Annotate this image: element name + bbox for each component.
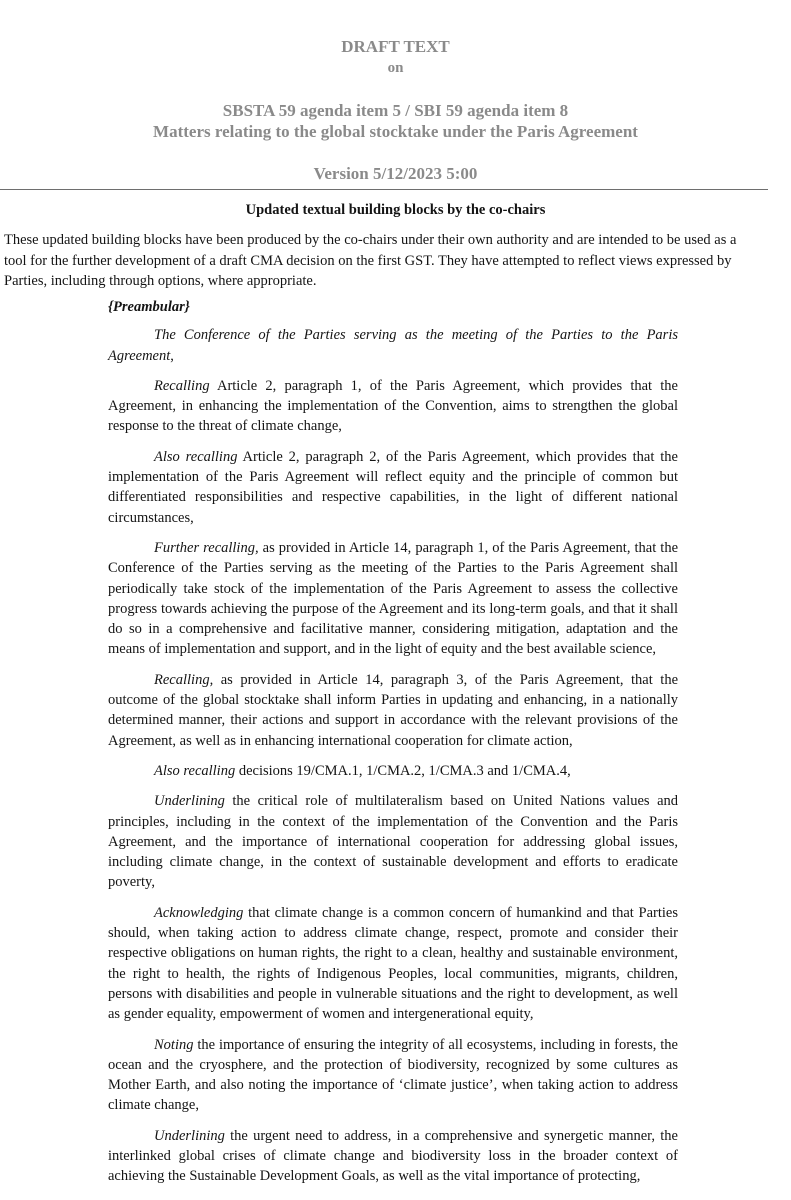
preambular-paragraph [108, 447, 678, 528]
paragraph-lead: Acknowledging [154, 904, 244, 921]
paragraph-list [108, 325, 678, 1186]
paragraph-lead: Noting [154, 1036, 194, 1053]
paragraph-text: as provided in Article 14, paragraph 1, of the Paris Agreement, that the Conference of the Parties serving as the meeting of the Parties to the Paris Agreement shall periodically take stock of the implementation of the Paris Agreement to assess the collective progress towards achieving the purpose of the Agreement and its long-term goals, and that it shall do so in a comprehensive and facilitative manner, considering mitigation, adaptation and the means of implementation and support, and in the light of equity and the best available science, [108, 539, 679, 658]
matters-heading: Matters relating to the global stocktake under the Paris Agreement [153, 122, 638, 141]
preambular-paragraph [108, 791, 678, 892]
paragraph-lead: The Conference of the Parties serving as the meeting of the Parties to the Paris Agreement [108, 327, 678, 364]
paragraph-lead: Underlining [154, 793, 225, 810]
paragraph-text: Article 2, paragraph 2, of the Paris Agreement, which provides that the implementation of the Paris Agreement will reflect equity and the principle of common but differentiated responsibilities and respective capabilities, in the light of different national circumstances, [108, 448, 678, 526]
preambular-paragraph [108, 670, 678, 751]
paragraph-text: , [170, 347, 174, 364]
preambular-paragraph [108, 1126, 678, 1187]
preambular-paragraph [108, 1035, 678, 1116]
paragraph-text: the importance of ensuring the integrity of all ecosystems, including in forests, the ocean and the cryosphere, and the protection of biodiversity, recognized by some cultures as Mother Earth, and also noting the importance of ‘climate justice’, when taking action to address climate change, [108, 1036, 678, 1114]
paragraph-lead: Recalling [154, 377, 210, 394]
preambular-paragraph [108, 903, 678, 1025]
paragraph-lead: Further recalling, [154, 539, 259, 556]
intro-paragraph: These updated building blocks have been produced by the co-chairs under their own authority and are intended to be used as a tool for the further development of a draft CMA decision on the first GST. They have attempted to reflect views expressed by Parties, including through options, where appropriate. [4, 232, 737, 289]
on-label: on [387, 60, 404, 76]
subtitle: Updated textual building blocks by the co-chairs [245, 202, 546, 218]
paragraph-text: decisions 19/CMA.1, 1/CMA.2, 1/CMA.3 and 1/CMA.4, [235, 762, 571, 779]
preambular-section [108, 297, 678, 1197]
paragraph-lead: Also recalling [154, 448, 238, 465]
paragraph-text: the urgent need to address, in a comprehensive and synergetic manner, the interlinked global crises of climate change and biodiversity loss in the broader context of achieving the Sustainable Development Goals, as well as the vital importance of protecting, [108, 1127, 678, 1185]
draft-text-title: DRAFT TEXT [341, 37, 450, 56]
paragraph-lead: Recalling, [154, 671, 214, 688]
paragraph-text: Article 2, paragraph 1, of the Paris Agreement, which provides that the Agreement, in enhancing the implementation of the Convention, aims to strengthen the global response to the threat of climate change, [108, 377, 678, 435]
paragraph-lead: Also recalling [154, 762, 236, 779]
version-line: Version 5/12/2023 5:00 [313, 164, 478, 183]
preambular-paragraph [108, 325, 678, 366]
paragraph-lead: Underlining [154, 1127, 225, 1144]
preambular-paragraph [108, 538, 678, 660]
paragraph-text: as provided in Article 14, paragraph 3, of the Paris Agreement, that the outcome of the global stocktake shall inform Parties in updating and enhancing, in a nationally determined manner, their actions and support in accordance with the relevant provisions of the Agreement, as well as in enhancing international cooperation for climate action, [108, 671, 678, 749]
agenda-item-heading: SBSTA 59 agenda item 5 / SBI 59 agenda item 8 [222, 101, 569, 120]
preambular-paragraph [108, 376, 678, 437]
paragraph-text: the critical role of multilateralism based on United Nations values and principles, including in the context of the implementation of the Convention and the Paris Agreement, and the importance of international cooperation for addressing global issues, including climate change, in the context of sustainable development and efforts to eradicate poverty, [108, 793, 678, 891]
preambular-label: {Preambular} [108, 299, 190, 315]
preambular-paragraph [108, 761, 678, 781]
header-divider [0, 189, 768, 190]
paragraph-text: that climate change is a common concern of humankind and that Parties should, when taking action to address climate change, respect, promote and consider their respective obligations on human rights, the right to a clean, healthy and sustainable environment, the right to health, the rights of Indigenous Peoples, local communities, migrants, children, persons with disabilities and people in vulnerable situations and the right to development, as well as gender equality, empowerment of women and intergenerational equity, [108, 904, 678, 1023]
